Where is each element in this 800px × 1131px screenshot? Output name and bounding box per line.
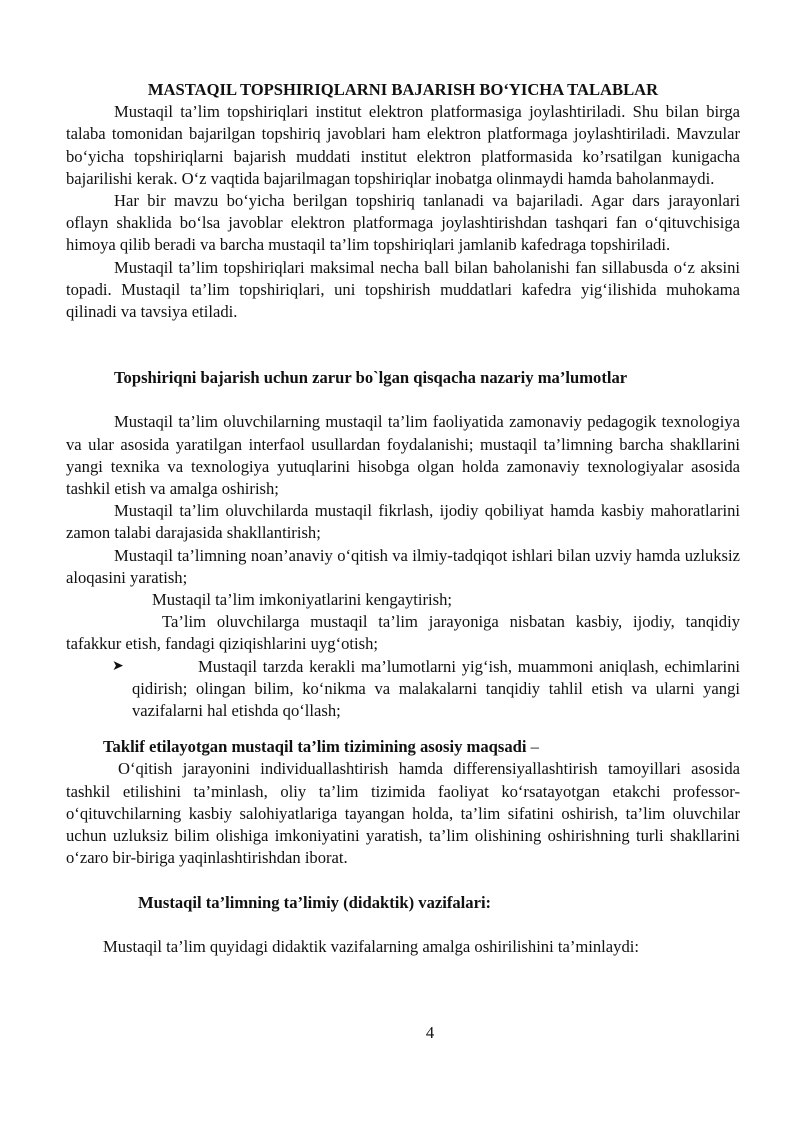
intro-paragraph: Har bir mavzu bo‘yicha berilgan topshiriq tanlanadi va bajariladi. Agar dars jarayonlari oflayn shaklida bo‘lsa javoblar elektron platformaga joylashtirishdan tashqari fan o‘qituvchisiga himoya qilib beradi va barcha mustaqil ta’lim topshiriqlari jamlanib kafedraga topshiriladi. bbox=[66, 191, 740, 255]
theory-paragraph: Mustaqil ta’lim oluvchilarning mustaqil ta’lim faoliyatida zamonaviy pedagogik texnologiya va ular asosida yaratilgan interfaol usullardan foydalanishi; mustaqil ta’limning barcha shakllarini yangi texnika va texnologiya yutuqlarini hisobga olgan holda zamonaviy texnologiyalar asosida tashkil etish va amalga oshirish; bbox=[66, 412, 740, 499]
intro-paragraph: Mustaqil ta’lim topshiriqlari maksimal necha ball bilan baholanishi fan sillabusda o‘z aksini topadi. Mustaqil ta’lim topshiriqlari, uni topshirish muddatlari kafedra yig‘ilishida muhokama qilinadi va tavsiya etiladi. bbox=[66, 257, 740, 322]
theory-paragraph: Ta’lim oluvchilarga mustaqil ta’lim jarayoniga nisbatan kasbiy, ijodiy, tanqidiy tafakkur etish, fandagi qiziqishlarini uyg‘otish; bbox=[66, 612, 740, 654]
page-number: 4 bbox=[425, 1023, 435, 1042]
goal-heading bbox=[66, 736, 740, 758]
section-heading-didactic: Mustaqil ta’limning ta’limiy (didaktik) vazifalari: bbox=[138, 892, 492, 912]
bullet-item bbox=[66, 656, 740, 723]
intro-paragraph: Mustaqil ta’lim topshiriqlari institut elektron platformasiga joylashtiriladi. Shu bilan birga talaba tomonidan bajarilgan topshiriq javoblari ham elektron platformaga joylashtiriladi. Mavzular bo‘yicha topshiriqlarni bajarish muddati institut elektron platformasida ko’rsatilgan kunigacha bajarilishi kerak. O‘z vaqtida bajarilmagan topshiriqlar inobatga olinmaydi hamda baholanmaydi. bbox=[66, 102, 740, 188]
theory-paragraph: Mustaqil ta’lim oluvchilarda mustaqil fikrlash, ijodiy qobiliyat hamda kasbiy mahoratlarini zamon talabi darajasida shakllantirish; bbox=[66, 501, 740, 543]
section-heading-theory: Topshiriqni bajarish uchun zarur bo`lgan qisqacha nazariy ma’lumotlar bbox=[114, 368, 628, 388]
theory-paragraph: Mustaqil ta’limning noan’anaviy o‘qitish va ilmiy-tadqiqot ishlari bilan uzviy hamda uzluksiz aloqasini yaratish; bbox=[66, 545, 740, 587]
main-title: MASTAQIL TOPSHIRIQLARNI BAJARISH BO‘YICHA TALABLAR bbox=[147, 80, 659, 99]
page-content bbox=[66, 79, 740, 958]
theory-paragraph: Mustaqil ta’lim imkoniyatlarini kengaytirish; bbox=[152, 590, 453, 610]
closing-paragraph: Mustaqil ta’lim quyidagi didaktik vazifalarning amalga oshirilishini ta’minlaydi: bbox=[103, 936, 639, 956]
goal-label: Taklif etilayotgan mustaqil ta’lim tizimining asosiy maqsadi bbox=[103, 737, 527, 757]
bullet-text: Mustaqil tarzda kerakli ma’lumotlarni yig‘ish, muammoni aniqlash, echimlarini qidirish; olingan bilim, ko‘nikma va malakalarni tanqidiy tahlil etish va ularni yangi vazifalarni hal etishda qo‘llash; bbox=[132, 656, 740, 721]
goal-dash: – bbox=[530, 737, 539, 757]
goal-paragraph: O‘qitish jarayonini individuallashtirish hamda differensiyallashtirish tamoyillari asosida tashkil etilishini ta’minlash, oliy ta’lim tizimida faoliyat ko‘rsatayotgan etakchi professor-o‘qituvchilarning kasbiy salohiyatlariga tayangan holda, ta’lim sifatini oshirish, ta’lim oluvchilar uchun uzluksiz bilim olishiga imkoniyatini yaratish, ta’lim olishining oshirishning turli shakllarini o‘zaro bir-biriga yaqinlashtirishdan iborat. bbox=[66, 759, 740, 868]
arrowhead-bullet-icon: ➤ bbox=[112, 658, 124, 674]
